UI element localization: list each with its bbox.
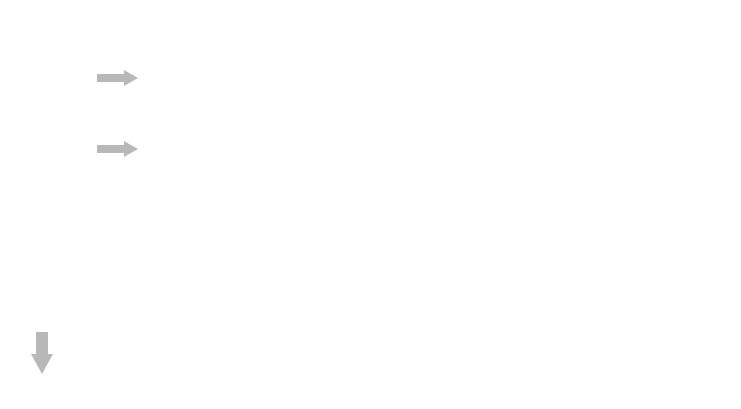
down-arrow-icon [31, 332, 53, 374]
right-arrow-icon [97, 141, 138, 157]
arrow-shaft [97, 74, 125, 82]
arrow-shaft [36, 332, 48, 355]
arrow-head [124, 141, 138, 157]
arrow-shaft [97, 145, 125, 153]
arrow-head [124, 70, 138, 86]
right-arrow-icon [97, 70, 138, 86]
arrow-head [31, 354, 53, 374]
